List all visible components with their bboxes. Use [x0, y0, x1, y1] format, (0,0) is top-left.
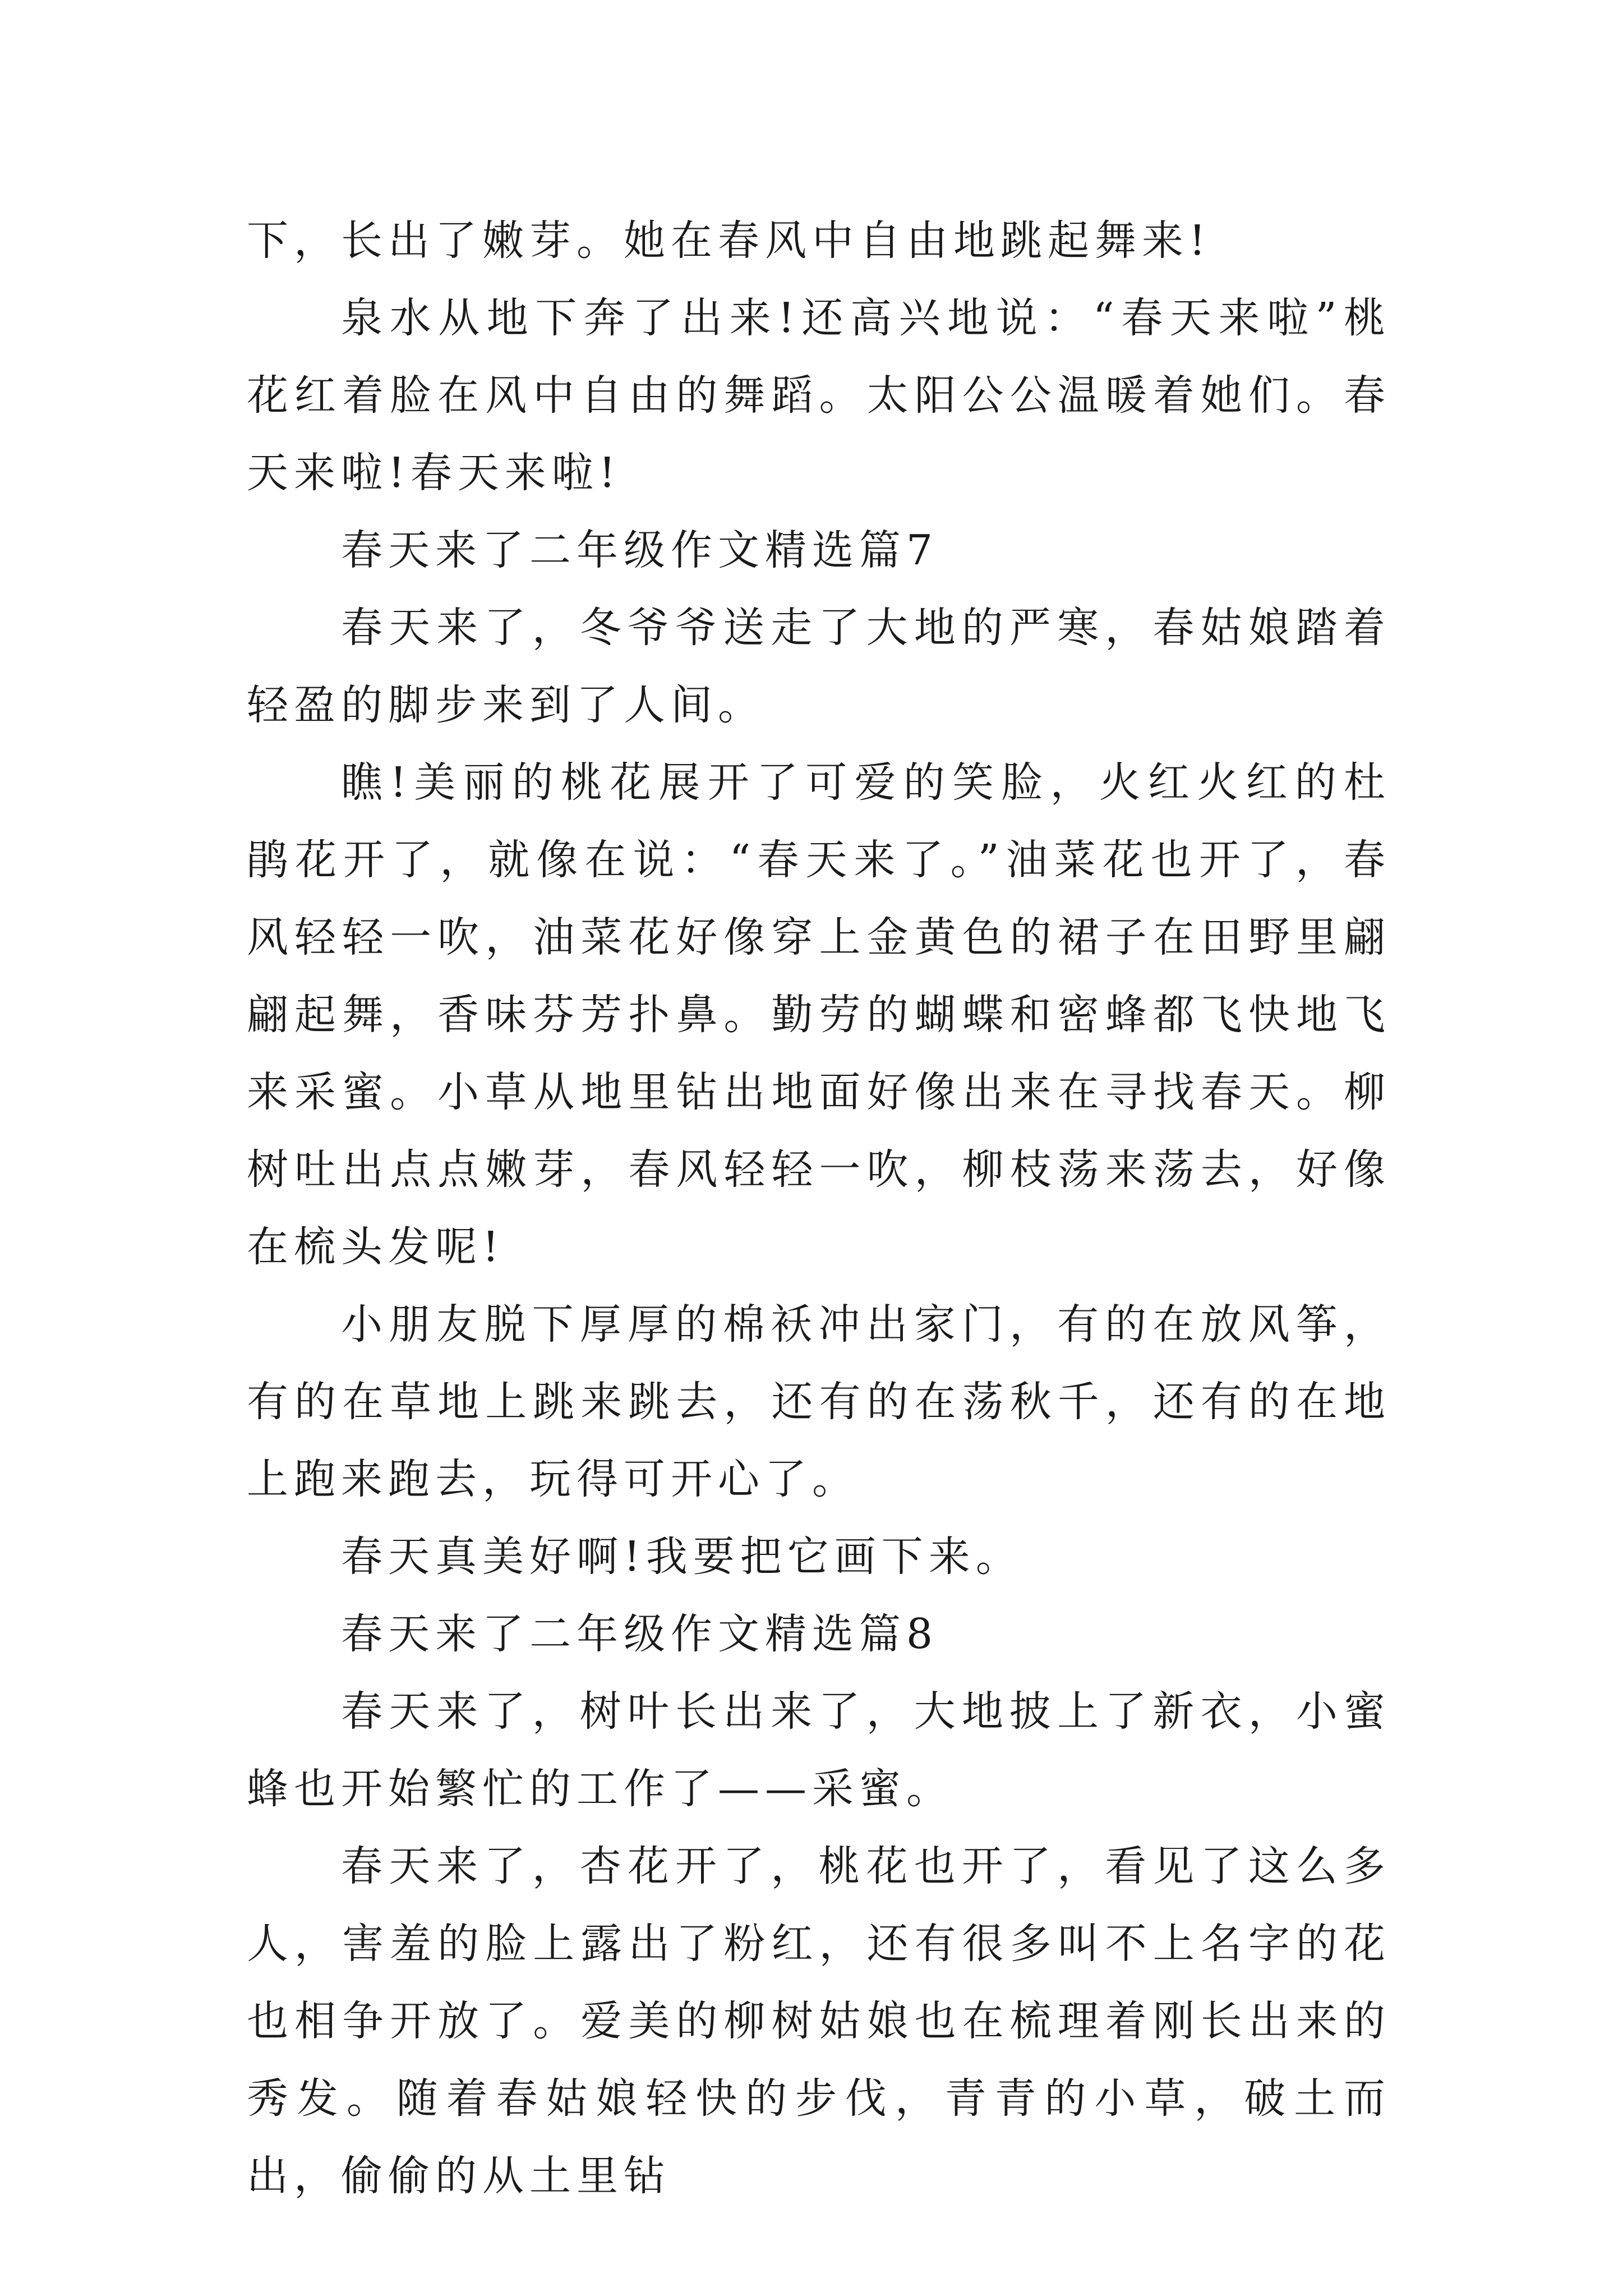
paragraph: 小朋友脱下厚厚的棉袄冲出家门，有的在放风筝，有的在草地上跳来跳去，还有的在荡秋千，还有的在地上跑来跑去，玩得可开心了。 [247, 1300, 1391, 1503]
paragraph: 春天来了，树叶长出来了，大地披上了新衣，小蜜蜂也开始繁忙的工作了——采蜜。 [247, 1687, 1391, 1813]
paragraph-continued: 下，长出了嫩芽。她在春风中自由地跳起舞来! [247, 217, 1211, 265]
section-heading: 春天来了二年级作文精选篇7 [341, 526, 939, 574]
paragraph: 春天来了，杏花开了，桃花也开了，看见了这么多人，害羞的脸上露出了粉红，还有很多叫不上名字的花也相争开放了。爱美的柳树姑娘也在梳理着刚长出来的秀发。随着春姑娘轻快的步伐，青青的小草，破土而出，偷偷的从土里钻 [247, 1842, 1391, 2200]
paragraph: 瞧!美丽的桃花展开了可爱的笑脸，火红火红的杜鹃花开了，就像在说：“春天来了。”油菜花也开了，春风轻轻一吹，油菜花好像穿上金黄色的裙子在田野里翩翩起舞，香味芬芳扑鼻。勤劳的蝴蝶和密蜂都飞快地飞来采蜜。小草从地里钻出地面好像出来在寻找春天。柳树吐出点点嫩芽，春风轻轻一吹，柳枝荡来荡去，好像在梳头发呢! [247, 758, 1391, 1271]
paragraph: 春天真美好啊!我要把它画下来。 [341, 1533, 1023, 1581]
section-heading: 春天来了二年级作文精选篇8 [341, 1610, 939, 1658]
paragraph: 春天来了，冬爷爷送走了大地的严寒，春姑娘踏着轻盈的脚步来到了人间。 [247, 604, 1391, 729]
paragraph: 泉水从地下奔了出来!还高兴地说：“春天来啦”桃花红着脸在风中自由的舞蹈。太阳公公温暖着她们。春天来啦!春天来啦! [247, 294, 1391, 497]
document-body [247, 202, 1391, 2215]
